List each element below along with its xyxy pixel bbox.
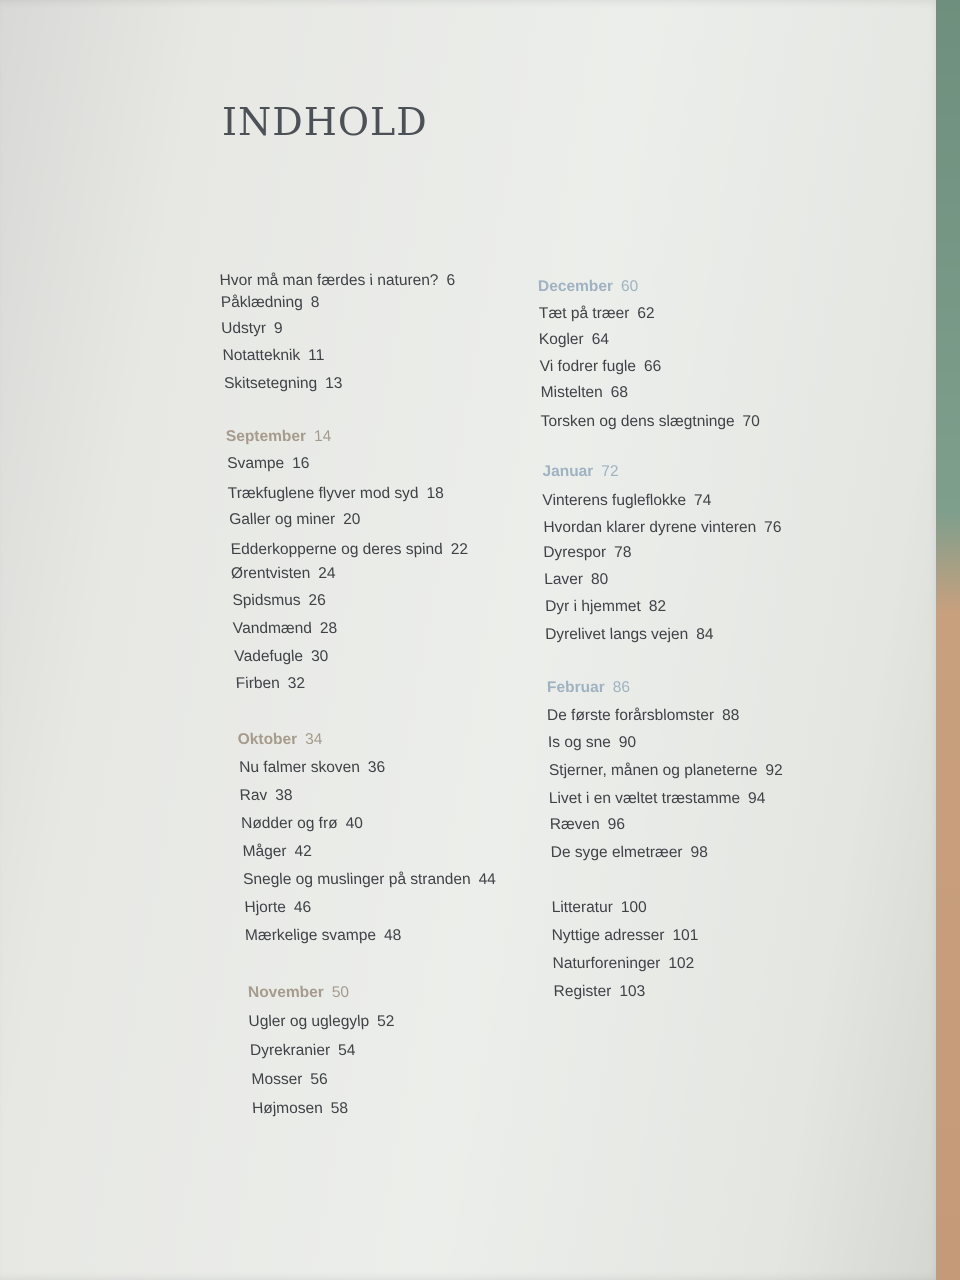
toc-entry: [545, 598, 666, 616]
toc-page-number: 62: [637, 305, 655, 322]
toc-entry-label: Notatteknik: [222, 347, 301, 364]
toc-page-number: 56: [309, 1071, 329, 1088]
toc-page-number: 28: [319, 620, 338, 637]
toc-page-number: 50: [331, 984, 350, 1001]
toc-entry: [552, 955, 694, 973]
toc-entry-label: Ugler og uglegylp: [248, 1013, 370, 1030]
toc-entry-label: Dyrekranier: [249, 1042, 331, 1059]
toc-month-label: Oktober: [237, 731, 298, 748]
toc-month-label: September: [225, 428, 307, 445]
toc-page-number: 20: [342, 511, 361, 528]
toc-entry-label: Vinterens fugleflokke: [542, 492, 687, 509]
book-cover-edge: [936, 0, 960, 1280]
toc-entry-label: Hvor må man færdes i naturen?: [219, 272, 439, 289]
toc-entry-label: Snegle og muslinger på stranden: [242, 871, 472, 888]
toc-entry: [549, 762, 783, 780]
toc-entry-label: Mosser: [251, 1071, 303, 1088]
toc-entry: [542, 492, 712, 510]
toc-entry: [251, 1071, 328, 1089]
toc-entry-label: Firben: [235, 675, 281, 692]
toc-entry: [232, 592, 326, 610]
toc-entry: [543, 519, 782, 537]
toc-entry: [245, 927, 402, 945]
toc-entry: [227, 455, 310, 473]
toc-entry-label: Naturforeninger: [552, 955, 661, 972]
toc-entry: [252, 1100, 349, 1118]
toc-page-number: 92: [765, 762, 783, 779]
toc-entry: [232, 620, 337, 638]
toc-entry: [550, 844, 708, 862]
toc-page-number: 84: [695, 626, 714, 643]
toc-page-number: 96: [607, 816, 626, 833]
toc-entry-label: Torsken og dens slægtninge: [540, 413, 735, 430]
toc-entry-label: Stjerner, månen og planeterne: [548, 762, 758, 779]
toc-page-number: 40: [345, 815, 364, 832]
toc-page-number: 42: [294, 843, 313, 860]
toc-page-number: 46: [293, 899, 312, 916]
toc-entry-label: Måger: [242, 843, 288, 860]
toc-entry-label: Ræven: [549, 816, 601, 833]
toc-entry: [241, 815, 364, 833]
toc-entry: [553, 983, 645, 1001]
toc-month-heading: [542, 463, 619, 481]
toc-entry: [229, 511, 361, 529]
toc-month-heading: [538, 278, 639, 296]
toc-entry: [549, 816, 625, 834]
toc-page-number: 14: [313, 428, 332, 445]
toc-entry: [220, 294, 319, 312]
toc-entry: [219, 272, 455, 290]
toc-page-number: 24: [317, 565, 337, 582]
toc-entry-label: Laver: [543, 571, 584, 588]
toc-entry-label: Nødder og frø: [240, 815, 339, 832]
toc-page-number: 98: [690, 844, 709, 861]
toc-entry: [548, 734, 637, 752]
toc-entry: [539, 331, 610, 349]
toc-entry-label: Påklædning: [220, 294, 304, 311]
toc-page-number: 100: [620, 899, 648, 916]
toc-page-number: 13: [324, 375, 343, 392]
toc-entry-label: Kogler: [538, 331, 584, 348]
toc-entry: [551, 927, 698, 945]
toc-page-number: 90: [618, 734, 637, 751]
toc-entry-label: Vadefugle: [233, 648, 304, 665]
toc-page-number: 38: [274, 787, 293, 804]
toc-entry: [543, 544, 632, 562]
toc-page-number: 72: [601, 463, 619, 480]
toc-month-label: Januar: [542, 463, 594, 480]
toc-page-number: 70: [742, 413, 761, 430]
toc-month-label: November: [247, 984, 325, 1001]
toc-entry-label: Nyttige adresser: [551, 927, 665, 944]
toc-entry-label: Højmosen: [251, 1100, 324, 1117]
toc-entry: [231, 565, 336, 583]
toc-entry: [551, 899, 647, 917]
toc-entry-label: Dyrelivet langs vejen: [544, 626, 689, 643]
toc-page-number: 64: [591, 331, 610, 348]
toc-entry: [235, 675, 305, 693]
toc-page-number: 36: [367, 759, 386, 776]
toc-page-number: 82: [648, 598, 667, 615]
toc-entry: [540, 358, 662, 376]
toc-page-number: 74: [693, 492, 712, 509]
toc-month-heading: [225, 428, 331, 446]
toc-entry: [239, 759, 386, 777]
toc-page-number: 22: [450, 541, 469, 558]
toc-month-heading: [547, 679, 631, 697]
toc-entry-label: Litteratur: [551, 899, 614, 916]
toc-entry-label: Mærkelige svampe: [244, 927, 377, 944]
toc-page-number: 34: [304, 731, 323, 748]
toc-page-number: 54: [337, 1042, 356, 1059]
toc-entry-label: Rav: [239, 787, 268, 804]
toc-page-number: 103: [619, 983, 646, 1000]
toc-page-number: 80: [590, 571, 609, 588]
toc-entry: [227, 485, 444, 503]
toc-entry-label: Hvordan klarer dyrene vinteren: [543, 519, 757, 536]
toc-page-number: 8: [310, 294, 320, 311]
toc-entry: [544, 571, 609, 589]
toc-page-number: 18: [426, 485, 445, 502]
toc-entry-label: Register: [553, 983, 612, 1000]
toc-entry-label: De første forårsblomster: [546, 707, 715, 724]
toc-page-number: 9: [273, 320, 284, 337]
toc-entry-label: Vi fodrer fugle: [539, 358, 637, 375]
toc-page-number: 52: [376, 1013, 395, 1030]
toc-entry: [243, 871, 497, 889]
toc-page-number: 26: [308, 592, 327, 609]
toc-entry: [234, 648, 329, 666]
toc-entry: [244, 899, 312, 917]
toc-month-label: December: [537, 278, 614, 295]
toc-entry-label: Livet i en væltet træstamme: [548, 790, 741, 807]
toc-entry-label: Dyr i hjemmet: [544, 598, 642, 615]
toc-entry-label: Tæt på træer: [538, 305, 630, 322]
toc-page-number: 32: [287, 675, 306, 692]
toc-page-number: 30: [310, 648, 329, 665]
toc-entry-label: Mistelten: [540, 384, 604, 401]
toc-entry-label: Spidsmus: [232, 592, 301, 609]
toc-entry: [239, 787, 293, 805]
toc-entry-label: Hjorte: [244, 899, 287, 916]
toc-entry: [540, 384, 628, 402]
toc-entry-label: Skitsetegning: [223, 375, 318, 392]
toc-entry-label: Svampe: [226, 455, 285, 472]
toc-page-number: 88: [721, 707, 740, 724]
toc-entry: [224, 375, 343, 393]
toc-page-number: 68: [610, 384, 629, 401]
toc-entry: [221, 320, 283, 338]
toc-page-number: 76: [763, 519, 782, 536]
toc-entry-label: Is og sne: [547, 734, 612, 751]
toc-page-number: 48: [383, 927, 402, 944]
toc-month-heading: [248, 984, 350, 1002]
toc-page-number: 66: [643, 358, 662, 375]
toc-entry: [545, 626, 714, 644]
toc-page-number: 58: [330, 1100, 349, 1117]
toc-page-number: 78: [613, 544, 632, 561]
toc-entry-label: Dyrespor: [542, 544, 607, 561]
toc-entry: [250, 1042, 356, 1060]
toc-entry: [540, 413, 760, 431]
toc-entry: [539, 305, 655, 323]
toc-page-number: 6: [446, 272, 456, 289]
toc-page-number: 16: [291, 455, 310, 472]
toc-page-number: 101: [672, 927, 699, 944]
toc-entry-label: Vandmænd: [232, 620, 313, 637]
toc-month-heading: [237, 731, 323, 749]
toc-entry-label: Edderkopperne og deres spind: [230, 541, 444, 558]
toc-entry-label: De syge elmetræer: [550, 844, 683, 861]
toc-entry: [222, 347, 325, 365]
toc-month-label: Februar: [546, 679, 606, 696]
toc-entry: [549, 790, 766, 808]
toc-entry-label: Ørentvisten: [230, 565, 311, 582]
toc-page-number: 60: [620, 278, 639, 295]
toc-page-number: 94: [747, 790, 766, 807]
toc-entry: [547, 707, 740, 725]
page-title: INDHOLD: [222, 100, 428, 144]
toc-page-number: 86: [612, 679, 631, 696]
toc-page-number: 102: [668, 955, 695, 972]
toc-entry: [248, 1013, 395, 1031]
toc-entry-label: Nu falmer skoven: [238, 759, 361, 776]
toc-page-number: 44: [478, 871, 497, 888]
toc-entry: [242, 843, 312, 861]
toc-entry-label: Udstyr: [220, 320, 267, 337]
toc-entry-label: Trækfuglene flyver mod syd: [227, 485, 419, 502]
toc-page-number: 11: [307, 347, 325, 364]
toc-entry: [230, 541, 468, 559]
toc-entry-label: Galler og miner: [228, 511, 336, 528]
